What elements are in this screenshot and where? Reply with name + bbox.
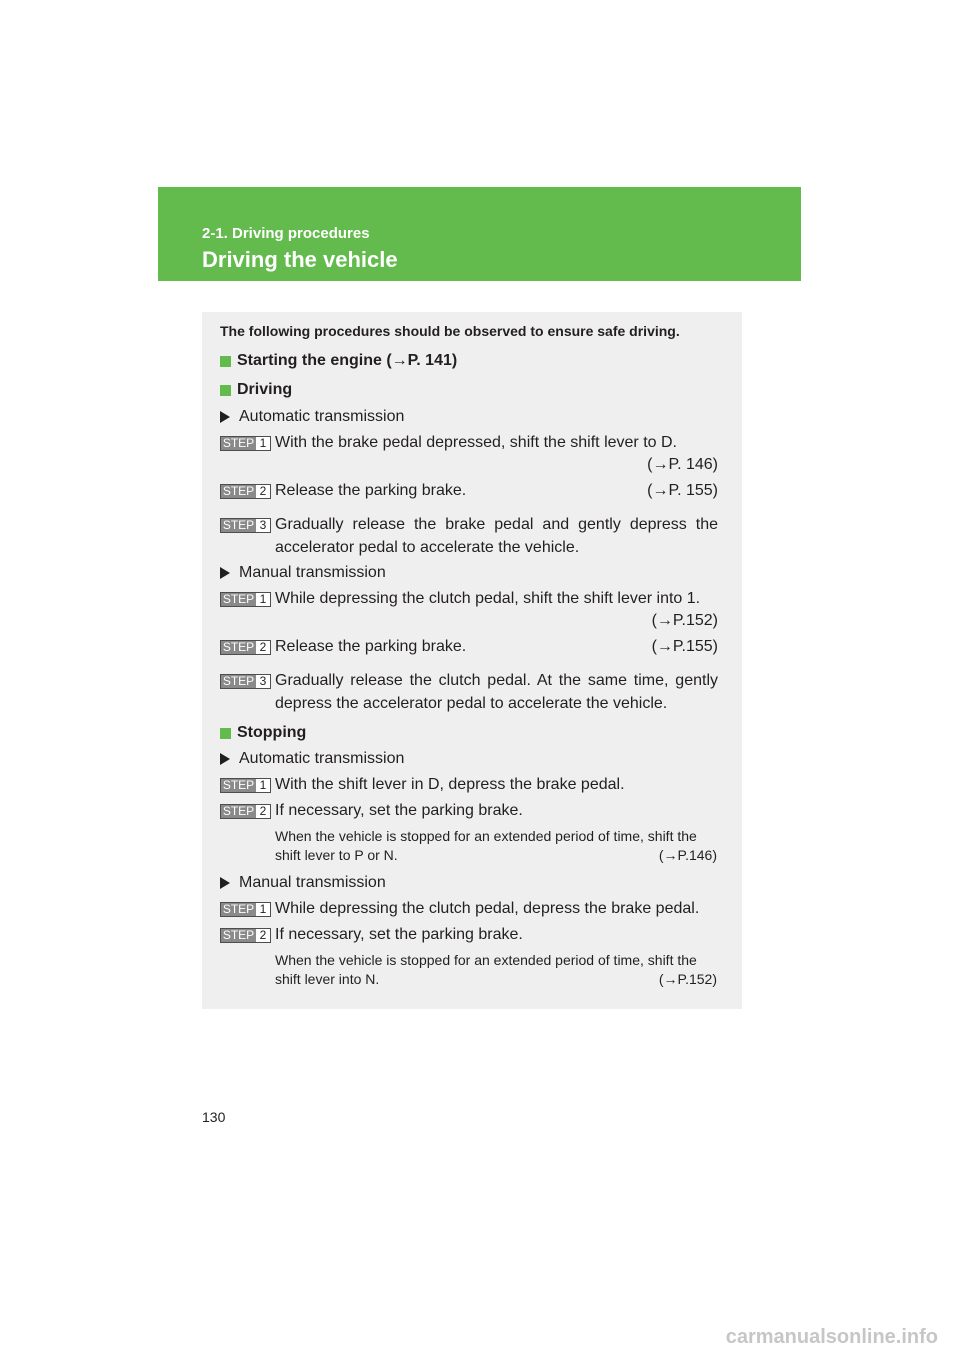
heading-driving bbox=[220, 381, 292, 399]
triangle-bullet-icon bbox=[220, 567, 230, 579]
triangle-bullet-icon bbox=[220, 411, 230, 423]
triangle-bullet-icon bbox=[220, 753, 230, 765]
step-text: While depressing the clutch pedal, depress the brake pedal. bbox=[275, 900, 700, 917]
chapter-header bbox=[158, 187, 801, 281]
step-1-badge: STEP 1 bbox=[220, 436, 271, 451]
subheading-label: Automatic transmission bbox=[239, 750, 405, 767]
watermark: carmanualsonline.info bbox=[725, 1326, 938, 1348]
section-label: 2-1. Driving procedures bbox=[202, 225, 370, 242]
step-text: If necessary, set the parking brake. bbox=[275, 926, 523, 943]
step-text: Release the parking brake. bbox=[275, 482, 467, 499]
step-text-continued: accelerator pedal to accelerate the vehicle. bbox=[275, 539, 580, 556]
note-text-continued: shift lever into N. bbox=[275, 971, 380, 987]
heading-label: Driving bbox=[237, 381, 293, 398]
step-2-badge: STEP 2 bbox=[220, 928, 271, 943]
green-square-icon bbox=[220, 356, 231, 367]
heading-label: Starting the engine (→P. 141) bbox=[237, 352, 458, 369]
note-text-continued: shift lever to P or N. bbox=[275, 847, 398, 863]
note-text: When the vehicle is stopped for an extended period of time, shift the bbox=[275, 952, 697, 968]
page-reference: (→P. 155) bbox=[647, 482, 718, 499]
step-text: Release the parking brake. bbox=[275, 638, 467, 655]
page-reference: (→P. 146) bbox=[647, 456, 718, 473]
step-text: Gradually release the brake pedal and gently depress the bbox=[275, 516, 718, 533]
page-number: 130 bbox=[202, 1109, 226, 1125]
subheading-automatic-transmission bbox=[220, 408, 404, 426]
step-text: With the brake pedal depressed, shift the shift lever to D. bbox=[275, 434, 677, 451]
step-2-badge: STEP 2 bbox=[220, 804, 271, 819]
step-text: While depressing the clutch pedal, shift the shift lever into 1. bbox=[275, 590, 701, 607]
green-square-icon bbox=[220, 385, 231, 396]
step-2-badge: STEP 2 bbox=[220, 484, 271, 499]
note-text: When the vehicle is stopped for an extended period of time, shift the bbox=[275, 828, 697, 844]
step-1-badge: STEP 1 bbox=[220, 592, 271, 607]
step-2-badge: STEP 2 bbox=[220, 640, 271, 655]
page-reference: (→P.146) bbox=[658, 847, 717, 863]
page-reference: (→P.155) bbox=[651, 638, 718, 655]
heading-starting-engine bbox=[220, 352, 457, 370]
procedures-panel bbox=[202, 312, 742, 1009]
triangle-bullet-icon bbox=[220, 877, 230, 889]
step-1-badge: STEP 1 bbox=[220, 902, 271, 917]
page-reference: (→P.152) bbox=[658, 971, 717, 987]
page-reference: (→P.152) bbox=[651, 612, 718, 629]
heading-stopping bbox=[220, 724, 306, 742]
green-square-icon bbox=[220, 728, 231, 739]
subheading-manual-transmission bbox=[220, 564, 386, 582]
step-text: With the shift lever in D, depress the brake pedal. bbox=[275, 776, 625, 793]
subheading-manual-transmission bbox=[220, 874, 386, 892]
step-text: Gradually release the clutch pedal. At the same time, gently bbox=[275, 672, 718, 689]
intro-text: The following procedures should be observed to ensure safe driving. bbox=[220, 323, 680, 339]
heading-label: Stopping bbox=[237, 724, 307, 741]
subheading-label: Manual transmission bbox=[239, 564, 386, 581]
step-text: If necessary, set the parking brake. bbox=[275, 802, 523, 819]
step-text-continued: depress the accelerator pedal to accelerate the vehicle. bbox=[275, 695, 668, 712]
page-title: Driving the vehicle bbox=[202, 247, 398, 272]
step-3-badge: STEP 3 bbox=[220, 674, 271, 689]
step-3-badge: STEP 3 bbox=[220, 518, 271, 533]
subheading-label: Automatic transmission bbox=[239, 408, 405, 425]
step-1-badge: STEP 1 bbox=[220, 778, 271, 793]
subheading-automatic-transmission bbox=[220, 750, 404, 768]
subheading-label: Manual transmission bbox=[239, 874, 386, 891]
